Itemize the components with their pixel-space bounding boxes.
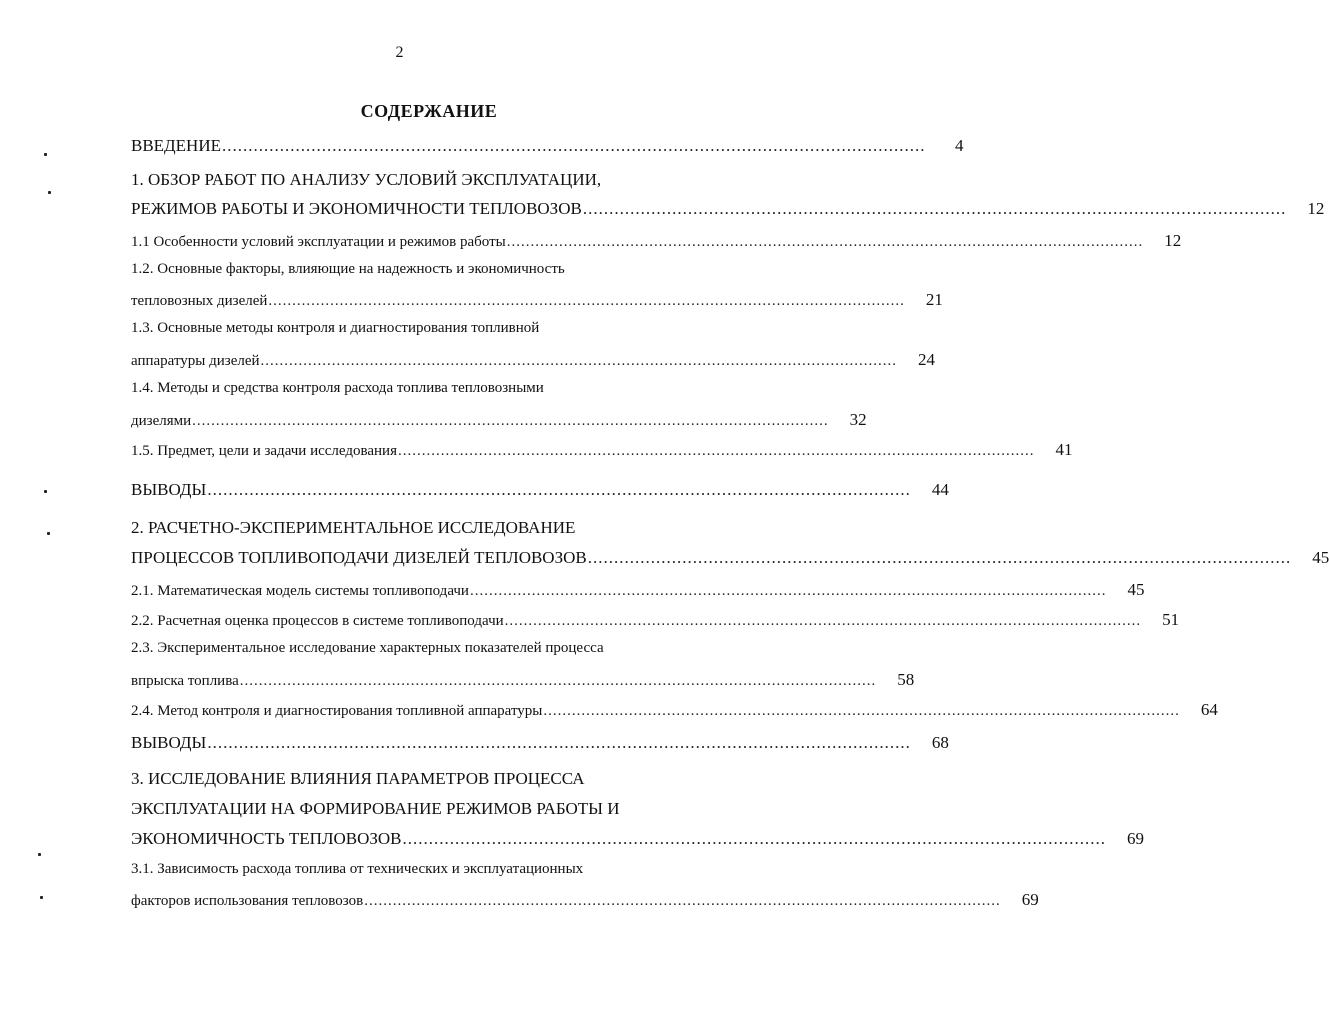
toc-entry-text: 1.5. Предмет, цели и задачи исследования [131, 443, 397, 459]
dot-leader: ...................................................................................................................................... [239, 673, 877, 689]
scan-speck [48, 191, 51, 194]
dot-leader: ...................................................................................................................................... [221, 136, 926, 155]
dot-leader: ...................................................................................................................................... [398, 443, 1035, 459]
toc-entry-3-1[interactable] [131, 890, 1039, 910]
toc-entry-text: ВВЕДЕНИЕ [131, 136, 221, 155]
toc-entry-text: дизелями [131, 413, 192, 429]
toc-title: СОДЕРЖАНИЕ [360, 101, 498, 121]
toc-entry-page: 58 [897, 670, 915, 689]
toc-entry-page: 24 [918, 350, 936, 369]
dot-leader: ...................................................................................................................................... [582, 199, 1287, 218]
toc-entry-text: ВЫВОДЫ [131, 480, 207, 499]
toc-entry-chapter-3[interactable] [131, 829, 1145, 849]
toc-entry-chapter-2[interactable] [131, 548, 1329, 568]
toc-entry-page: 44 [931, 480, 949, 499]
scan-speck [38, 853, 41, 856]
scan-speck [47, 532, 50, 535]
toc-entry-1-5[interactable] [131, 440, 1073, 460]
dot-leader: ...................................................................................................................................... [543, 703, 1180, 719]
toc-entry-text: впрыска топлива [131, 673, 239, 689]
toc-entry-chapter-1-line-1[interactable]: 1. ОБЗОР РАБОТ ПО АНАЛИЗУ УСЛОВИЙ ЭКСПЛУАТАЦИИ, [131, 170, 602, 189]
toc-entry-1-2[interactable] [131, 290, 943, 310]
toc-entry-1-2-line-1[interactable]: 1.2. Основные факторы, влияющие на надежность и экономичность [131, 261, 565, 277]
toc-entry-1-4[interactable] [131, 410, 867, 430]
dot-leader: ...................................................................................................................................... [402, 829, 1107, 848]
toc-entry-text: аппаратуры дизелей [131, 353, 260, 369]
toc-entry-text: ВЫВОДЫ [131, 733, 207, 752]
toc-entry-1-1[interactable] [131, 231, 1182, 251]
dot-leader: ...................................................................................................................................... [364, 893, 1001, 909]
toc-entry-2-2[interactable] [131, 610, 1180, 630]
dot-leader: ...................................................................................................................................... [506, 234, 1144, 250]
toc-entry-page: 69 [1021, 890, 1039, 909]
scan-speck [40, 896, 43, 899]
toc-entry-page: 4 [954, 136, 964, 155]
toc-entry-2-1[interactable] [131, 580, 1145, 600]
scan-speck [44, 490, 47, 493]
dot-leader: ...................................................................................................................................... [268, 293, 905, 309]
toc-entry-page: 12 [1164, 231, 1182, 250]
dot-leader: ...................................................................................................................................... [587, 548, 1292, 567]
toc-entry-text: 1.1 Особенности условий эксплуатации и режимов работы [131, 234, 506, 250]
toc-entry-chapter-3-line-1[interactable]: 3. ИССЛЕДОВАНИЕ ВЛИЯНИЯ ПАРАМЕТРОВ ПРОЦЕССА [131, 769, 585, 788]
toc-entry-text: 2.4. Метод контроля и диагностирования топливной аппаратуры [131, 703, 543, 719]
toc-entry-page: 41 [1055, 440, 1073, 459]
toc-entry-text: факторов использования тепловозов [131, 893, 364, 909]
toc-entry-text: ПРОЦЕССОВ ТОПЛИВОПОДАЧИ ДИЗЕЛЕЙ ТЕПЛОВОЗОВ [131, 548, 587, 567]
toc-entry-1-3[interactable] [131, 350, 936, 370]
toc-entry-page: 51 [1162, 610, 1180, 629]
toc-entry-text: 2.1. Математическая модель системы топливоподачи [131, 583, 469, 599]
dot-leader: ...................................................................................................................................... [260, 353, 898, 369]
toc-entry-chapter-3-line-2[interactable]: ЭКСПЛУАТАЦИИ НА ФОРМИРОВАНИЕ РЕЖИМОВ РАБОТЫ И [131, 799, 620, 818]
toc-entry-page: 69 [1127, 829, 1145, 848]
dot-leader: ...................................................................................................................................... [207, 480, 911, 499]
toc-entry-page: 64 [1200, 700, 1218, 719]
toc-entry-conclusions-1[interactable] [131, 480, 949, 500]
dot-leader: ...................................................................................................................................... [504, 613, 1142, 629]
toc-entry-chapter-1[interactable] [131, 199, 1325, 219]
toc-entry-2-3[interactable] [131, 670, 915, 690]
toc-entry-2-4[interactable] [131, 700, 1218, 720]
toc-entry-introduction[interactable] [131, 136, 964, 156]
toc-entry-1-4-line-1[interactable]: 1.4. Методы и средства контроля расхода топлива тепловозными [131, 380, 544, 396]
dot-leader: ...................................................................................................................................... [192, 413, 829, 429]
toc-entry-text: ЭКОНОМИЧНОСТЬ ТЕПЛОВОЗОВ [131, 829, 402, 848]
toc-entry-3-1-line-1[interactable]: 3.1. Зависимость расхода топлива от технических и эксплуатационных [131, 861, 584, 877]
toc-entry-text: РЕЖИМОВ РАБОТЫ И ЭКОНОМИЧНОСТИ ТЕПЛОВОЗОВ [131, 199, 582, 218]
toc-entry-2-3-line-1[interactable]: 2.3. Экспериментальное исследование характерных показателей процесса [131, 640, 604, 656]
page-number: 2 [395, 44, 404, 61]
toc-entry-text: 2.2. Расчетная оценка процессов в системе топливоподачи [131, 613, 504, 629]
toc-entry-page: 32 [849, 410, 867, 429]
toc-entry-conclusions-2[interactable] [131, 733, 949, 753]
toc-entry-chapter-2-line-1[interactable]: 2. РАСЧЕТНО-ЭКСПЕРИМЕНТАЛЬНОЕ ИССЛЕДОВАНИЕ [131, 518, 576, 537]
toc-entry-text: тепловозных дизелей [131, 293, 268, 309]
toc-entry-page: 45 [1127, 580, 1145, 599]
toc-entry-1-3-line-1[interactable]: 1.3. Основные методы контроля и диагностирования топливной [131, 320, 540, 336]
scan-speck [44, 153, 47, 156]
toc-entry-page: 21 [925, 290, 943, 309]
dot-leader: ...................................................................................................................................... [207, 733, 911, 752]
toc-entry-page: 12 [1307, 199, 1325, 218]
toc-entry-page: 68 [931, 733, 949, 752]
dot-leader: ...................................................................................................................................... [469, 583, 1107, 599]
toc-entry-page: 45 [1312, 548, 1329, 567]
